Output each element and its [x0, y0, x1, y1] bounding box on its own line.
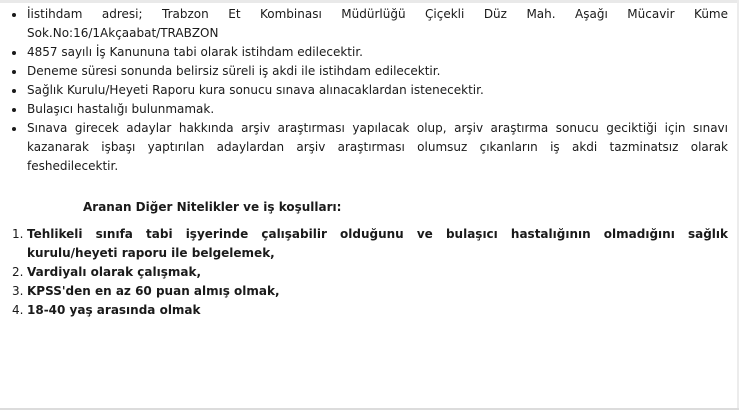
condition-text: KPSS'den en az 60 puan almış olmak,: [27, 284, 280, 298]
section-heading: Aranan Diğer Nitelikler ve iş koşulları:: [83, 200, 342, 214]
bullet-dot-icon: [12, 127, 16, 131]
condition-item-shift-work: [12, 263, 728, 282]
conditions-numbered-list: [12, 225, 728, 320]
bullet-dot-icon: [12, 89, 16, 93]
list-number: 3.: [12, 284, 24, 298]
bullet-text: Sağlık Kurulu/Heyeti Raporu kura sonucu sınava alınacaklardan istenecektir.: [27, 83, 484, 97]
bullet-dot-icon: [12, 108, 16, 112]
bullet-item-archive-research: [12, 119, 728, 176]
condition-text: Vardiyalı olarak çalışmak,: [27, 265, 202, 279]
bullet-dot-icon: [12, 51, 16, 55]
requirements-bullet-list: [12, 5, 728, 176]
condition-item-age-range: [12, 301, 728, 320]
bullet-item-probation: [12, 62, 728, 81]
bullet-dot-icon: [12, 70, 16, 74]
bullet-text: Sınava girecek adaylar hakkında arşiv araştırması yapılacak olup, arşiv araştırma sonucu geciktiği için sınavı kazanarak işbaşı yaptırılan adaylardan arşiv araştırması olumsuz çıkanların iş akdi tazminatsız olarak feshedilecektir.: [27, 121, 728, 173]
bullet-item-labor-law: [12, 43, 728, 62]
bullet-item-health-report: [12, 81, 728, 100]
page-top-edge: [0, 0, 739, 3]
condition-text: Tehlikeli sınıfa tabi işyerinde çalışabilir olduğunu ve bulaşıcı hastalığının olmadığını sağlık kurulu/heyeti raporu ile belgelemek,: [27, 227, 728, 260]
bullet-text: İistihdam adresi; Trabzon Et Kombinası Müdürlüğü Çiçekli Düz Mah. Aşağı Mücavir Küme Sok.No:16/1Akçaabat/TRABZON: [27, 7, 728, 40]
bullet-item-employment-address: [12, 5, 728, 43]
bullet-item-contagious-disease: [12, 100, 728, 119]
bullet-dot-icon: [12, 13, 16, 17]
bullet-text: Deneme süresi sonunda belirsiz süreli iş akdi ile istihdam edilecektir.: [27, 64, 441, 78]
condition-item-kpss-score: [12, 282, 728, 301]
condition-text: 18-40 yaş arasında olmak: [27, 303, 201, 317]
list-number: 4.: [12, 303, 24, 317]
bullet-text: Bulaşıcı hastalığı bulunmamak.: [27, 102, 215, 116]
condition-item-health: [12, 225, 728, 263]
bullet-text: 4857 sayılı İş Kanununa tabi olarak istihdam edilecektir.: [27, 45, 363, 59]
list-number: 1.: [12, 227, 24, 241]
list-number: 2.: [12, 265, 24, 279]
